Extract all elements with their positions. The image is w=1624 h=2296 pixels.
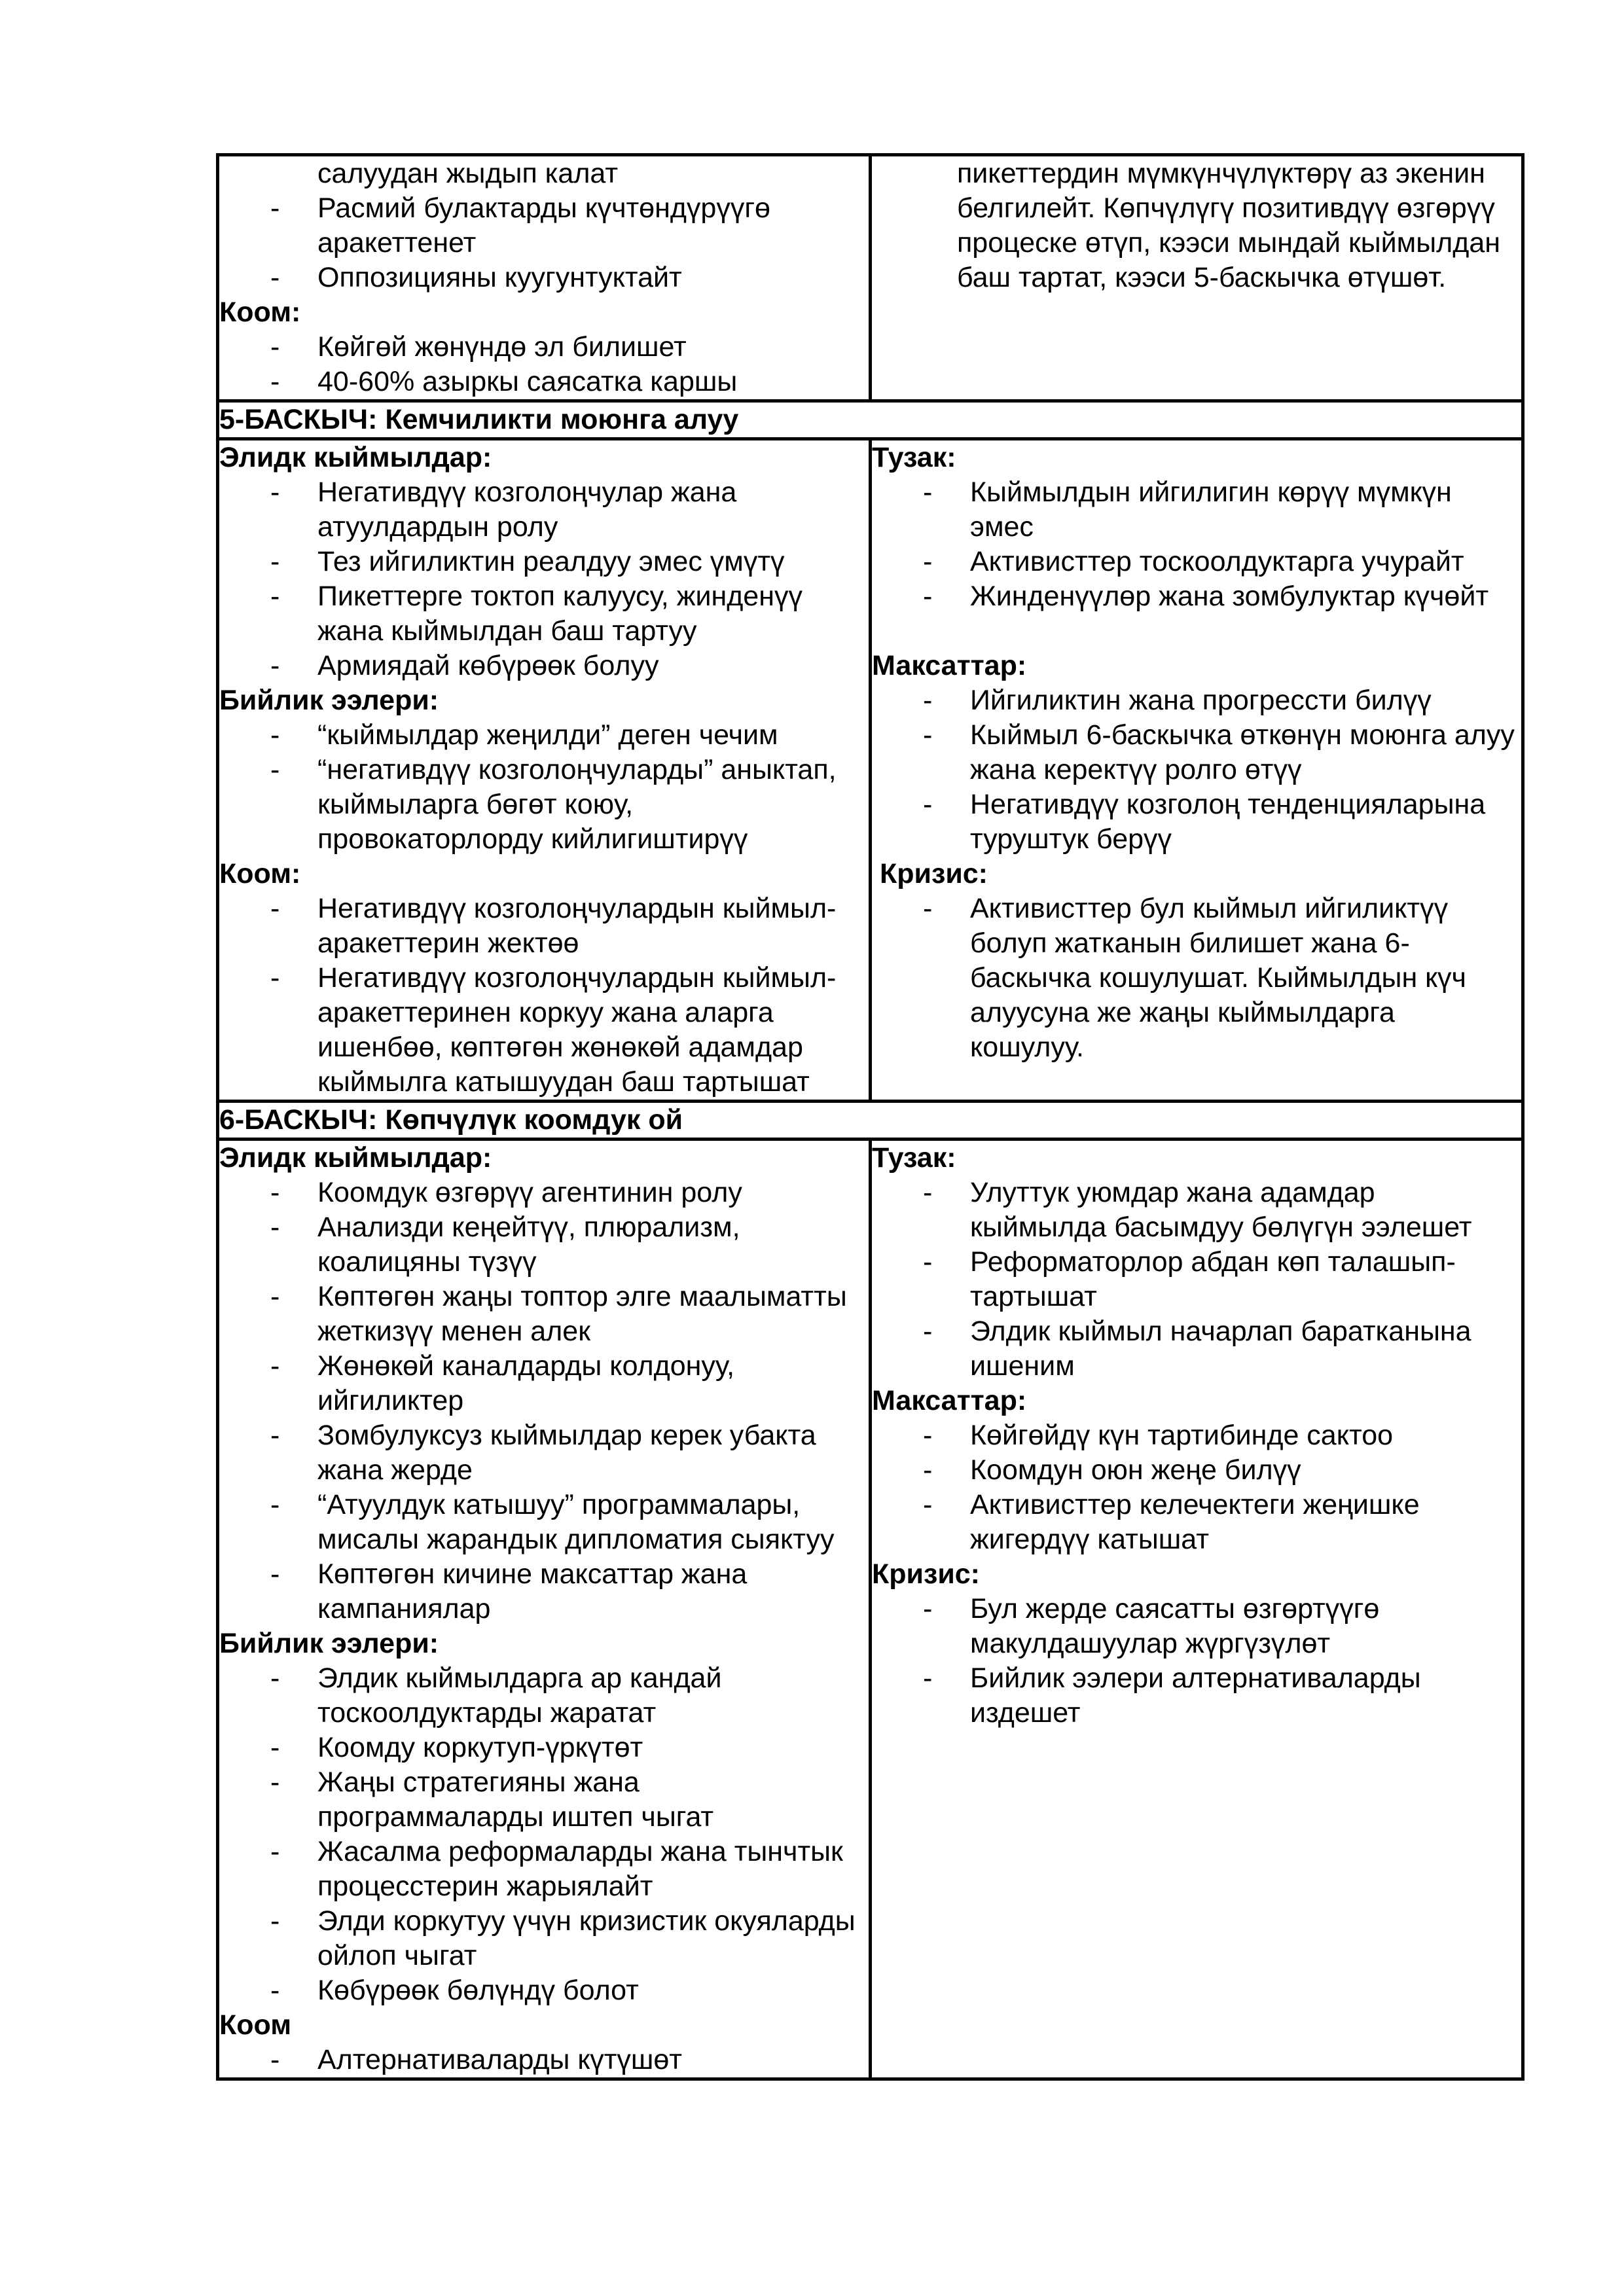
- list-item: - 40-60% азыркы саясатка каршы: [219, 365, 869, 399]
- dash-bullet-icon: -: [270, 1211, 280, 1243]
- stage6-goals-list: [872, 1418, 1521, 1557]
- list-item: - Элдик кыймыл начарлап баратканына ишеним: [923, 1316, 1471, 1382]
- section-label-crisis: Кризис:: [872, 1558, 980, 1590]
- stage5-power-list: [219, 718, 869, 857]
- list-item: - Коомдун оюн жеңе билүү: [872, 1453, 1521, 1488]
- section-label-traps: Тузак:: [872, 1142, 956, 1174]
- continued-line: салуудан жыдып калат: [317, 158, 619, 189]
- dash-bullet-icon: -: [923, 581, 933, 612]
- list-item: - Кыймылдын ийгилигин көрүү мүмкүн эмес: [923, 476, 1452, 543]
- dash-bullet-icon: -: [923, 719, 933, 751]
- dash-bullet-icon: -: [270, 893, 280, 924]
- list-item: - Пикеттерге токтоп калуусу, жинденүү жана кыймылдан баш тартуу: [270, 581, 803, 647]
- list-item: - Негативдүү козголоңчулардын кыймыл-аракеттерин жектөө: [270, 893, 837, 959]
- dash-bullet-icon: -: [923, 1489, 933, 1520]
- stage5-title: 5-БАСКЫЧ: Кемчиликти моюнга алуу: [218, 401, 1523, 439]
- stage5-header-row: [218, 401, 1523, 439]
- dash-bullet-icon: -: [270, 1558, 280, 1590]
- dash-bullet-icon: -: [270, 581, 280, 612]
- list-item: - Активисттер тоскоолдуктарга учурайт: [872, 545, 1521, 579]
- stage5-left-cell: [218, 439, 871, 1102]
- dash-bullet-icon: -: [923, 546, 933, 577]
- dash-bullet-icon: -: [270, 719, 280, 751]
- dash-bullet-icon: -: [270, 962, 280, 994]
- dash-bullet-icon: -: [270, 650, 280, 681]
- section-label-crisis: Кризис:: [880, 858, 988, 889]
- list-item: - Расмий булактарды күчтөндүрүүгө аракеттенет: [270, 192, 770, 259]
- list-item: - Активисттер бул кыймыл ийгиликтүү болуп жатканын билишет жана 6-баскычка кошулушат. Кыймылдын күч алуусуна же жаңы кыймылдарга кошулуу.: [923, 893, 1466, 1063]
- stage4-continuation-row: [218, 155, 1523, 401]
- list-item: - Көйгөйдү күн тартибинде сактоо: [872, 1418, 1521, 1453]
- dash-bullet-icon: -: [270, 546, 280, 577]
- stage6-society-list: [219, 2043, 869, 2077]
- list-item: - Көптөгөн кичине максаттар жана кампаниялар: [270, 1558, 748, 1624]
- list-item: - Ийгиликтин жана прогрессти билүү: [872, 683, 1521, 718]
- dash-bullet-icon: -: [270, 1732, 280, 1763]
- stage5-society-list: [219, 891, 869, 1100]
- stage6-crisis-list: [872, 1592, 1521, 1731]
- list-item: - Коомдук өзгөрүү агентинин ролу: [219, 1175, 869, 1210]
- section-label-power: Бийлик ээлери:: [219, 1628, 439, 1659]
- section-label-movements: Элидк кыймылдар:: [219, 442, 492, 473]
- list-item: - Армиядай көбүрөөк болуу: [219, 649, 869, 683]
- dash-bullet-icon: -: [270, 2044, 280, 2075]
- section-label-movements: Элидк кыймылдар:: [219, 1142, 492, 1174]
- stage5-goals-list: [872, 683, 1521, 857]
- list-item: - “кыймылдар жеңилди” деген чечим: [219, 718, 869, 753]
- section-label-goals: Максаттар:: [872, 650, 1027, 681]
- dash-bullet-icon: -: [270, 476, 280, 508]
- stage5-crisis-list: [872, 891, 1521, 1065]
- list-item: - Кыймыл 6-баскычка өткөнүн моюнга алуу жана керектүү ролго өтүү: [923, 719, 1515, 785]
- list-item: - Көптөгөн жаңы топтор элге маалыматты жеткизүү менен алек: [270, 1281, 847, 1347]
- list-item: - Алтернативаларды күтүшөт: [219, 2043, 869, 2077]
- list-item: - Көйгөй жөнүндө эл билишет: [219, 330, 869, 365]
- section-label-traps: Тузак:: [872, 442, 956, 473]
- list-item: - Негативдүү козголоңчулардын кыймыл-аракеттеринен коркуу жана аларга ишенбөө, көптөгөн жөнөкөй адамдар кыймылга катышуудан баш тартышат: [270, 962, 837, 1098]
- dash-bullet-icon: -: [923, 1177, 933, 1208]
- dash-bullet-icon: -: [923, 685, 933, 716]
- list-item: - Активисттер келечектеги жеңишке жигердүү катышат: [923, 1489, 1420, 1555]
- list-item: - Элдик кыймылдарга ар кандай тоскоолдуктарды жаратат: [270, 1662, 722, 1729]
- list-item: - Негативдүү козголоң тенденцияларына туруштук берүү: [923, 789, 1486, 855]
- dash-bullet-icon: -: [270, 1975, 280, 2006]
- stage6-right-cell: [871, 1139, 1523, 2079]
- dash-bullet-icon: -: [270, 1905, 280, 1937]
- list-item: - Бийлик ээлери алтернативаларды издешет: [923, 1662, 1421, 1729]
- dash-bullet-icon: -: [270, 1420, 280, 1451]
- list-item: - “Атуулдук катышуу” программалары, мисалы жарандык дипломатия сыяктуу: [270, 1489, 835, 1555]
- section-label-society: Коом: [219, 2009, 292, 2041]
- dash-bullet-icon: -: [270, 1177, 280, 1208]
- stage5-right-cell: [871, 439, 1523, 1102]
- stages-table: [216, 153, 1525, 2081]
- dash-bullet-icon: -: [270, 1281, 280, 1312]
- list-item: - Тез ийгиликтин реалдуу эмес үмүтү: [219, 545, 869, 579]
- dash-bullet-icon: -: [923, 1246, 933, 1278]
- stage6-traps-list: [872, 1175, 1521, 1384]
- list-item: - Бул жерде саясатты өзгөртүүгө макулдашуулар жүргүзүлөт: [923, 1593, 1380, 1659]
- dash-bullet-icon: -: [923, 893, 933, 924]
- list-item: - Негативдүү козголоңчулар жана атуулдардын ролу: [270, 476, 737, 543]
- list-item: - Жинденүүлөр жана зомбулуктар күчөйт: [872, 579, 1521, 614]
- dash-bullet-icon: -: [923, 1420, 933, 1451]
- dash-bullet-icon: -: [270, 262, 280, 293]
- stage4-power-list: [219, 191, 869, 295]
- list-item: - “негативдүү козголоңчуларды” аныктап, кыймыларга бөгөт коюу, провокаторлорду кийлигиштирүү: [270, 754, 837, 855]
- dash-bullet-icon: -: [923, 789, 933, 820]
- dash-bullet-icon: -: [270, 1489, 280, 1520]
- stage4-left-cell: [218, 155, 871, 401]
- stage6-title: 6-БАСКЫЧ: Көпчүлүк коомдук ой: [218, 1102, 1523, 1139]
- section-label-power: Бийлик ээлери:: [219, 685, 439, 716]
- dash-bullet-icon: -: [270, 192, 280, 224]
- continued-paragraph: пикеттердин мүмкүнчүлүктөрү аз экенин белгилейт. Көпчүлүгү позитивдүү өзгөрүү процеске өтүп, кээси мындай кыймылдан баш тартат, кээси 5-баскычка өтүшөт.: [957, 158, 1500, 293]
- stage6-header-row: [218, 1102, 1523, 1139]
- dash-bullet-icon: -: [270, 366, 280, 397]
- stage4-society-list: [219, 330, 869, 399]
- section-label-society: Коом:: [219, 296, 301, 328]
- stage5-body-row: [218, 439, 1523, 1102]
- list-item: - Зомбулуксуз кыймылдар керек убакта жана жерде: [270, 1420, 816, 1486]
- dash-bullet-icon: -: [270, 1662, 280, 1694]
- stage6-body-row: [218, 1139, 1523, 2079]
- list-item: - Элди коркутуу үчүн кризистик окуяларды ойлоп чыгат: [270, 1905, 856, 1971]
- stage6-power-list: [219, 1661, 869, 2008]
- dash-bullet-icon: -: [923, 1454, 933, 1486]
- section-label-goals: Максаттар:: [872, 1385, 1027, 1416]
- dash-bullet-icon: -: [270, 1836, 280, 1867]
- dash-bullet-icon: -: [270, 754, 280, 785]
- section-label-society: Коом:: [219, 858, 301, 889]
- list-item: - Көбүрөөк бөлүндү болот: [219, 1973, 869, 2008]
- stage5-traps-list: [872, 475, 1521, 614]
- list-item: - Улуттук уюмдар жана адамдар кыймылда басымдуу бөлүгүн ээлешет: [923, 1177, 1472, 1243]
- stage6-left-cell: [218, 1139, 871, 2079]
- stage6-movements-list: [219, 1175, 869, 1626]
- list-item: - Жаңы стратегияны жана программаларды иштеп чыгат: [270, 1767, 714, 1833]
- dash-bullet-icon: -: [270, 1350, 280, 1382]
- stage5-movements-list: [219, 475, 869, 683]
- list-item: - Жасалма реформаларды жана тынчтык процесстерин жарыялайт: [270, 1836, 843, 1902]
- stage4-right-cell: [871, 155, 1523, 401]
- list-item: - Оппозицияны куугунтуктайт: [219, 260, 869, 295]
- dash-bullet-icon: -: [923, 1316, 933, 1347]
- dash-bullet-icon: -: [923, 1593, 933, 1624]
- dash-bullet-icon: -: [270, 1767, 280, 1798]
- dash-bullet-icon: -: [923, 476, 933, 508]
- dash-bullet-icon: -: [270, 331, 280, 363]
- list-item: - Анализди кеңейтүү, плюрализм, коалицяны түзүү: [270, 1211, 740, 1278]
- dash-bullet-icon: -: [923, 1662, 933, 1694]
- spacer: [872, 614, 1521, 649]
- list-item: - Коомду коркутуп-үркүтөт: [219, 1731, 869, 1765]
- list-item: - Жөнөкөй каналдарды колдонуу, ийгиликтер: [270, 1350, 735, 1416]
- list-item: - Реформаторлор абдан көп талашып-тартышат: [923, 1246, 1456, 1312]
